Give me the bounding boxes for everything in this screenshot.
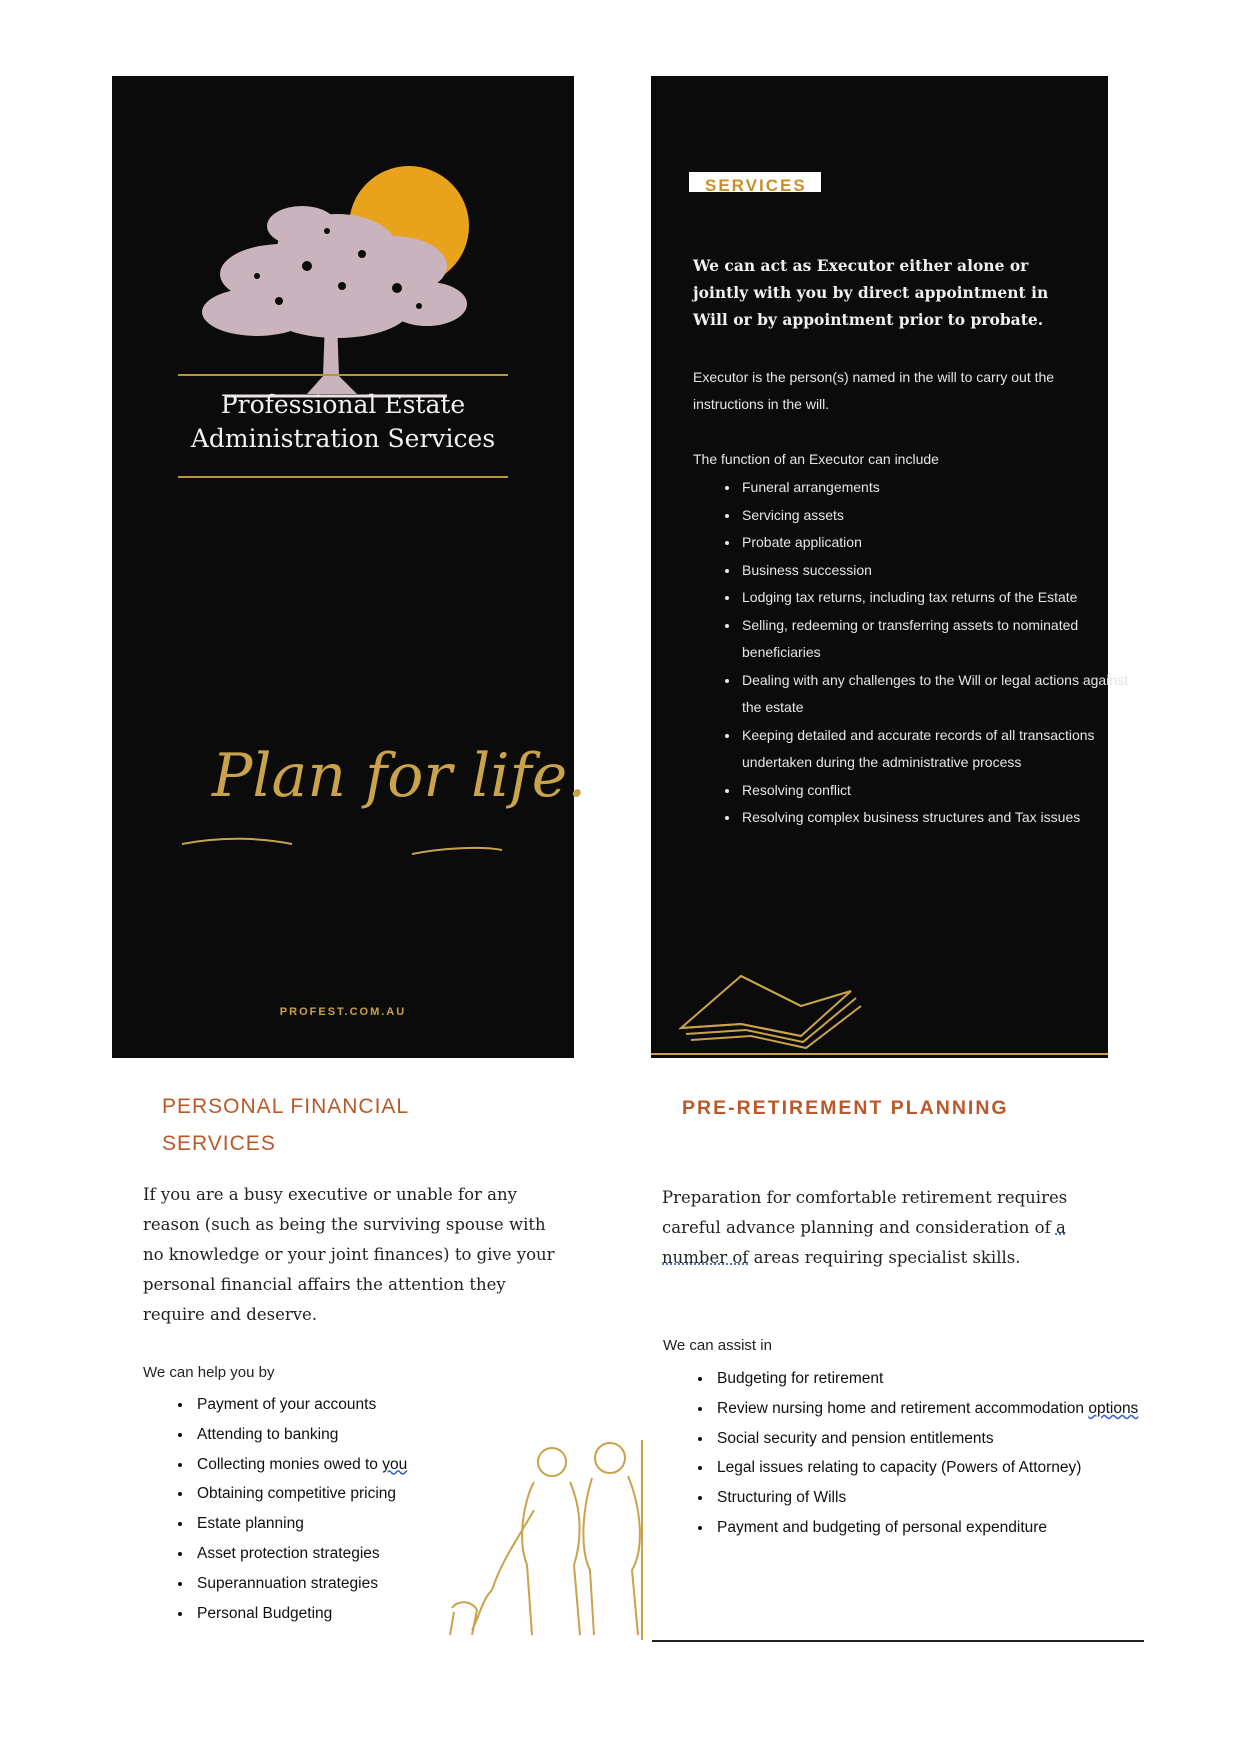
list-item: • Attending to banking <box>193 1420 523 1450</box>
list-item: • Payment of your accounts <box>193 1390 523 1420</box>
list-item: • Business succession <box>740 557 1130 585</box>
services-heading: SERVICES <box>689 172 821 192</box>
personal-paragraph: If you are a busy executive or unable for any reason (such as being the surviving spouse with no knowledge or your joint finances) to give your personal financial affairs the attention they require and deserve. <box>143 1185 555 1324</box>
list-item: • Lodging tax returns, including tax returns of the Estate <box>740 584 1130 612</box>
list-item: • Resolving complex business structures and Tax issues <box>740 804 1130 832</box>
list-item: • Legal issues relating to capacity (Powers of Attorney) <box>713 1453 1143 1483</box>
title-rule-top <box>178 374 508 376</box>
list-item: • Payment and budgeting of personal expenditure <box>713 1513 1143 1543</box>
services-panel <box>651 76 1128 1058</box>
title-rule-bottom <box>178 476 508 478</box>
list-item <box>713 1394 1143 1424</box>
list-item: • Budgeting for retirement <box>713 1364 1143 1394</box>
list-item: • Personal Budgeting <box>193 1599 523 1629</box>
plan-for-life-script <box>182 726 587 926</box>
paragraph-link-text: a number of <box>662 1218 1066 1267</box>
website-url: PROFEST.COM.AU <box>279 1006 407 1018</box>
list-item: • Dealing with any challenges to the Will or legal actions against the estate <box>740 667 1130 722</box>
elderly-couple-walking-icon <box>432 1440 652 1640</box>
list-item: • Asset protection strategies <box>193 1539 523 1569</box>
brochure-cover-panel <box>112 76 587 1058</box>
retirement-heading: PRE-RETIREMENT PLANNING <box>682 1097 1009 1119</box>
section-divider <box>652 1640 1144 1642</box>
retirement-paragraph <box>662 1183 1092 1273</box>
list-item: • Obtaining competitive pricing <box>193 1479 523 1509</box>
list-item: • Funeral arrangements <box>740 474 1130 502</box>
list-item-text-tail: you <box>382 1455 408 1473</box>
list-item: • Servicing assets <box>740 502 1130 530</box>
list-item: • Keeping detailed and accurate records of all transactions undertaken during the administrative process <box>740 722 1130 777</box>
list-item-text: Review nursing home and retirement accommodation <box>717 1399 1085 1417</box>
list-item-text: Collecting monies owed to <box>197 1455 378 1473</box>
list-item-text-tail: options <box>1088 1399 1139 1417</box>
executor-definition: Executor is the person(s) named in the will to carry out the instructions in the will. <box>693 369 1055 412</box>
cover-title-line2: Administration Services <box>190 424 496 453</box>
personal-list-intro: We can help you by <box>143 1364 275 1381</box>
personal-heading-line1: PERSONAL FINANCIAL <box>162 1095 410 1118</box>
list-item: • Structuring of Wills <box>713 1483 1143 1513</box>
tagline-text: Plan for life. <box>212 741 587 811</box>
open-book-icon <box>651 966 1108 1058</box>
list-item: • Resolving conflict <box>740 777 1130 805</box>
tree-sun-logo-icon <box>187 156 497 426</box>
paragraph-text-end: areas requiring specialist skills. <box>748 1248 1021 1267</box>
personal-heading-line2: SERVICES <box>162 1132 276 1155</box>
list-item: • Selling, redeeming or transferring assets to nominated beneficiaries <box>740 612 1130 667</box>
functions-intro: The function of an Executor can include <box>693 451 939 467</box>
services-intro: We can act as Executor either alone or jointly with you by direct appointment in Will or by appointment prior to probate. <box>693 256 1049 329</box>
cover-title-line1: Professional Estate <box>220 390 466 419</box>
list-item: • Social security and pension entitlements <box>713 1424 1143 1454</box>
retirement-assist-list <box>663 1364 1143 1543</box>
list-item: • Superannuation strategies <box>193 1569 523 1599</box>
list-item: • Estate planning <box>193 1509 523 1539</box>
executor-functions-list <box>693 474 1130 832</box>
retirement-list-intro: We can assist in <box>663 1337 772 1354</box>
list-item: • Probate application <box>740 529 1130 557</box>
paragraph-text: Preparation for comfortable retirement requires careful advance planning and consideration of <box>662 1188 1068 1237</box>
